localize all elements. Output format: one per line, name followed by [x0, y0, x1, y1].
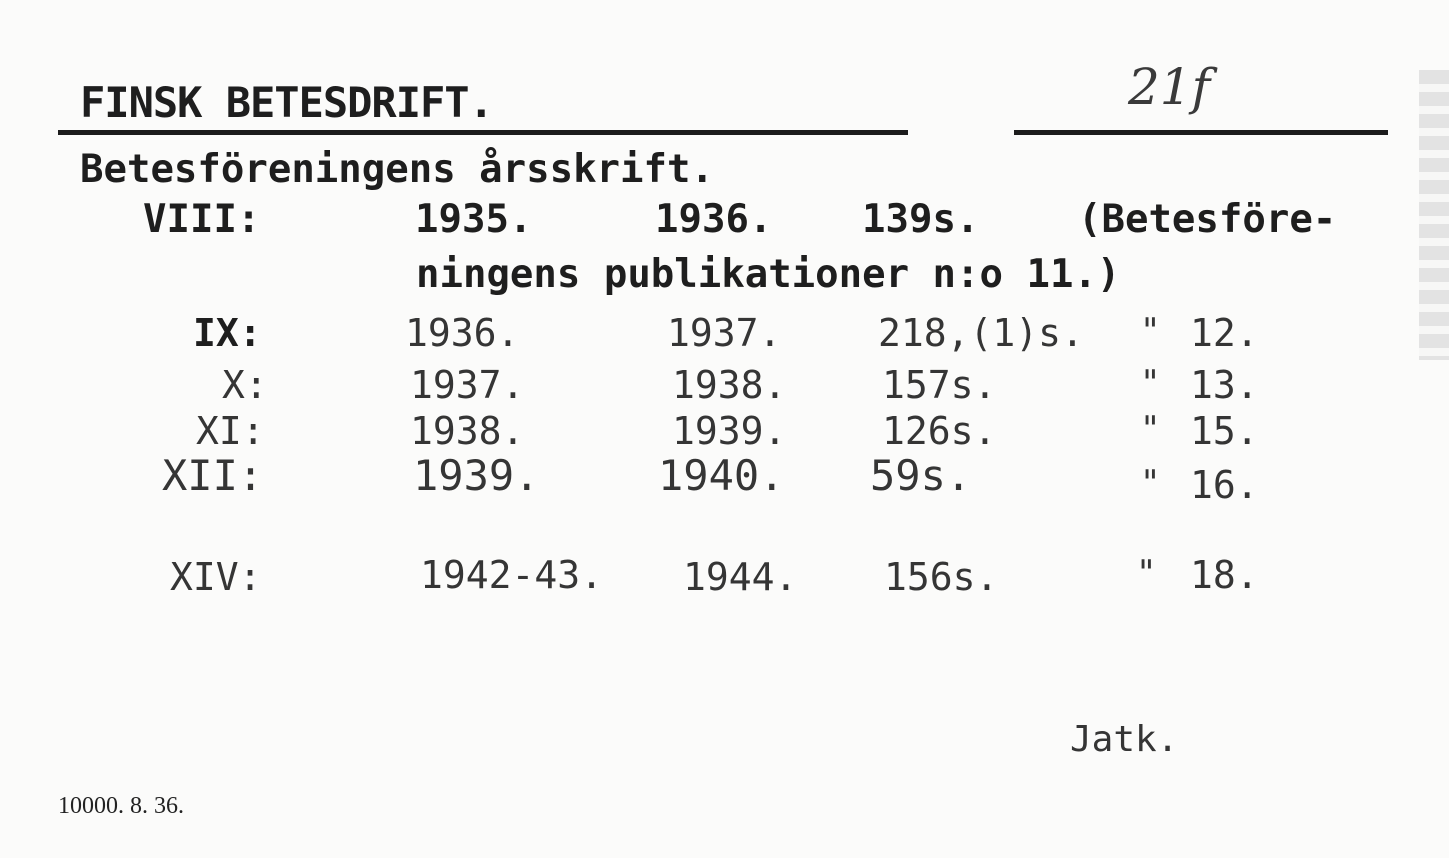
year-start: 1935. — [415, 197, 533, 242]
ditto-mark: " — [1140, 463, 1161, 503]
year-end: 1936. — [655, 197, 773, 242]
series-number: 12. — [1190, 311, 1259, 355]
year-start: 1942-43. — [420, 553, 604, 597]
ditto-mark: " — [1140, 409, 1161, 449]
volume-label: XIV: — [170, 555, 262, 599]
call-number: 21f — [1128, 58, 1211, 116]
year-end: 1944. — [683, 555, 798, 599]
title-rule-right — [1014, 130, 1388, 135]
year-start: 1939. — [413, 451, 540, 500]
title-rule-left — [58, 130, 908, 135]
volume-label: X: — [222, 363, 268, 407]
print-code: 10000. 8. 36. — [58, 793, 184, 819]
page-count: 59s. — [870, 451, 972, 500]
series-note-continued: ningens publikationer n:o 11.) — [416, 252, 1121, 297]
series-number: 18. — [1190, 553, 1259, 597]
page-count: 157s. — [882, 363, 997, 407]
series-note: (Betesföre- — [1078, 197, 1337, 242]
page-count: 218,(1)s. — [878, 311, 1084, 355]
volume-label: VIII: — [143, 197, 261, 242]
year-start: 1938. — [410, 409, 525, 453]
volume-label: XI: — [196, 409, 265, 453]
card-title: FINSK BETESDRIFT. — [80, 78, 493, 127]
series-number: 13. — [1190, 363, 1259, 407]
page-count: 126s. — [882, 409, 997, 453]
ditto-mark: " — [1140, 311, 1161, 351]
page-count: 139s. — [862, 197, 980, 242]
volume-label: XII: — [162, 451, 264, 500]
year-start: 1937. — [410, 363, 525, 407]
year-end: 1940. — [658, 451, 785, 500]
year-end: 1937. — [667, 311, 782, 355]
continued-note: Jatk. — [1070, 719, 1179, 760]
series-number: 16. — [1190, 463, 1259, 507]
ditto-mark: " — [1140, 363, 1161, 403]
ditto-mark: " — [1136, 553, 1157, 593]
volume-label: IX: — [193, 311, 262, 355]
card-edge-marks — [1419, 70, 1449, 360]
year-start: 1936. — [405, 311, 520, 355]
year-end: 1938. — [672, 363, 787, 407]
page-count: 156s. — [884, 555, 999, 599]
series-number: 15. — [1190, 409, 1259, 453]
year-end: 1939. — [672, 409, 787, 453]
series-subtitle: Betesföreningens årsskrift. — [80, 147, 714, 192]
